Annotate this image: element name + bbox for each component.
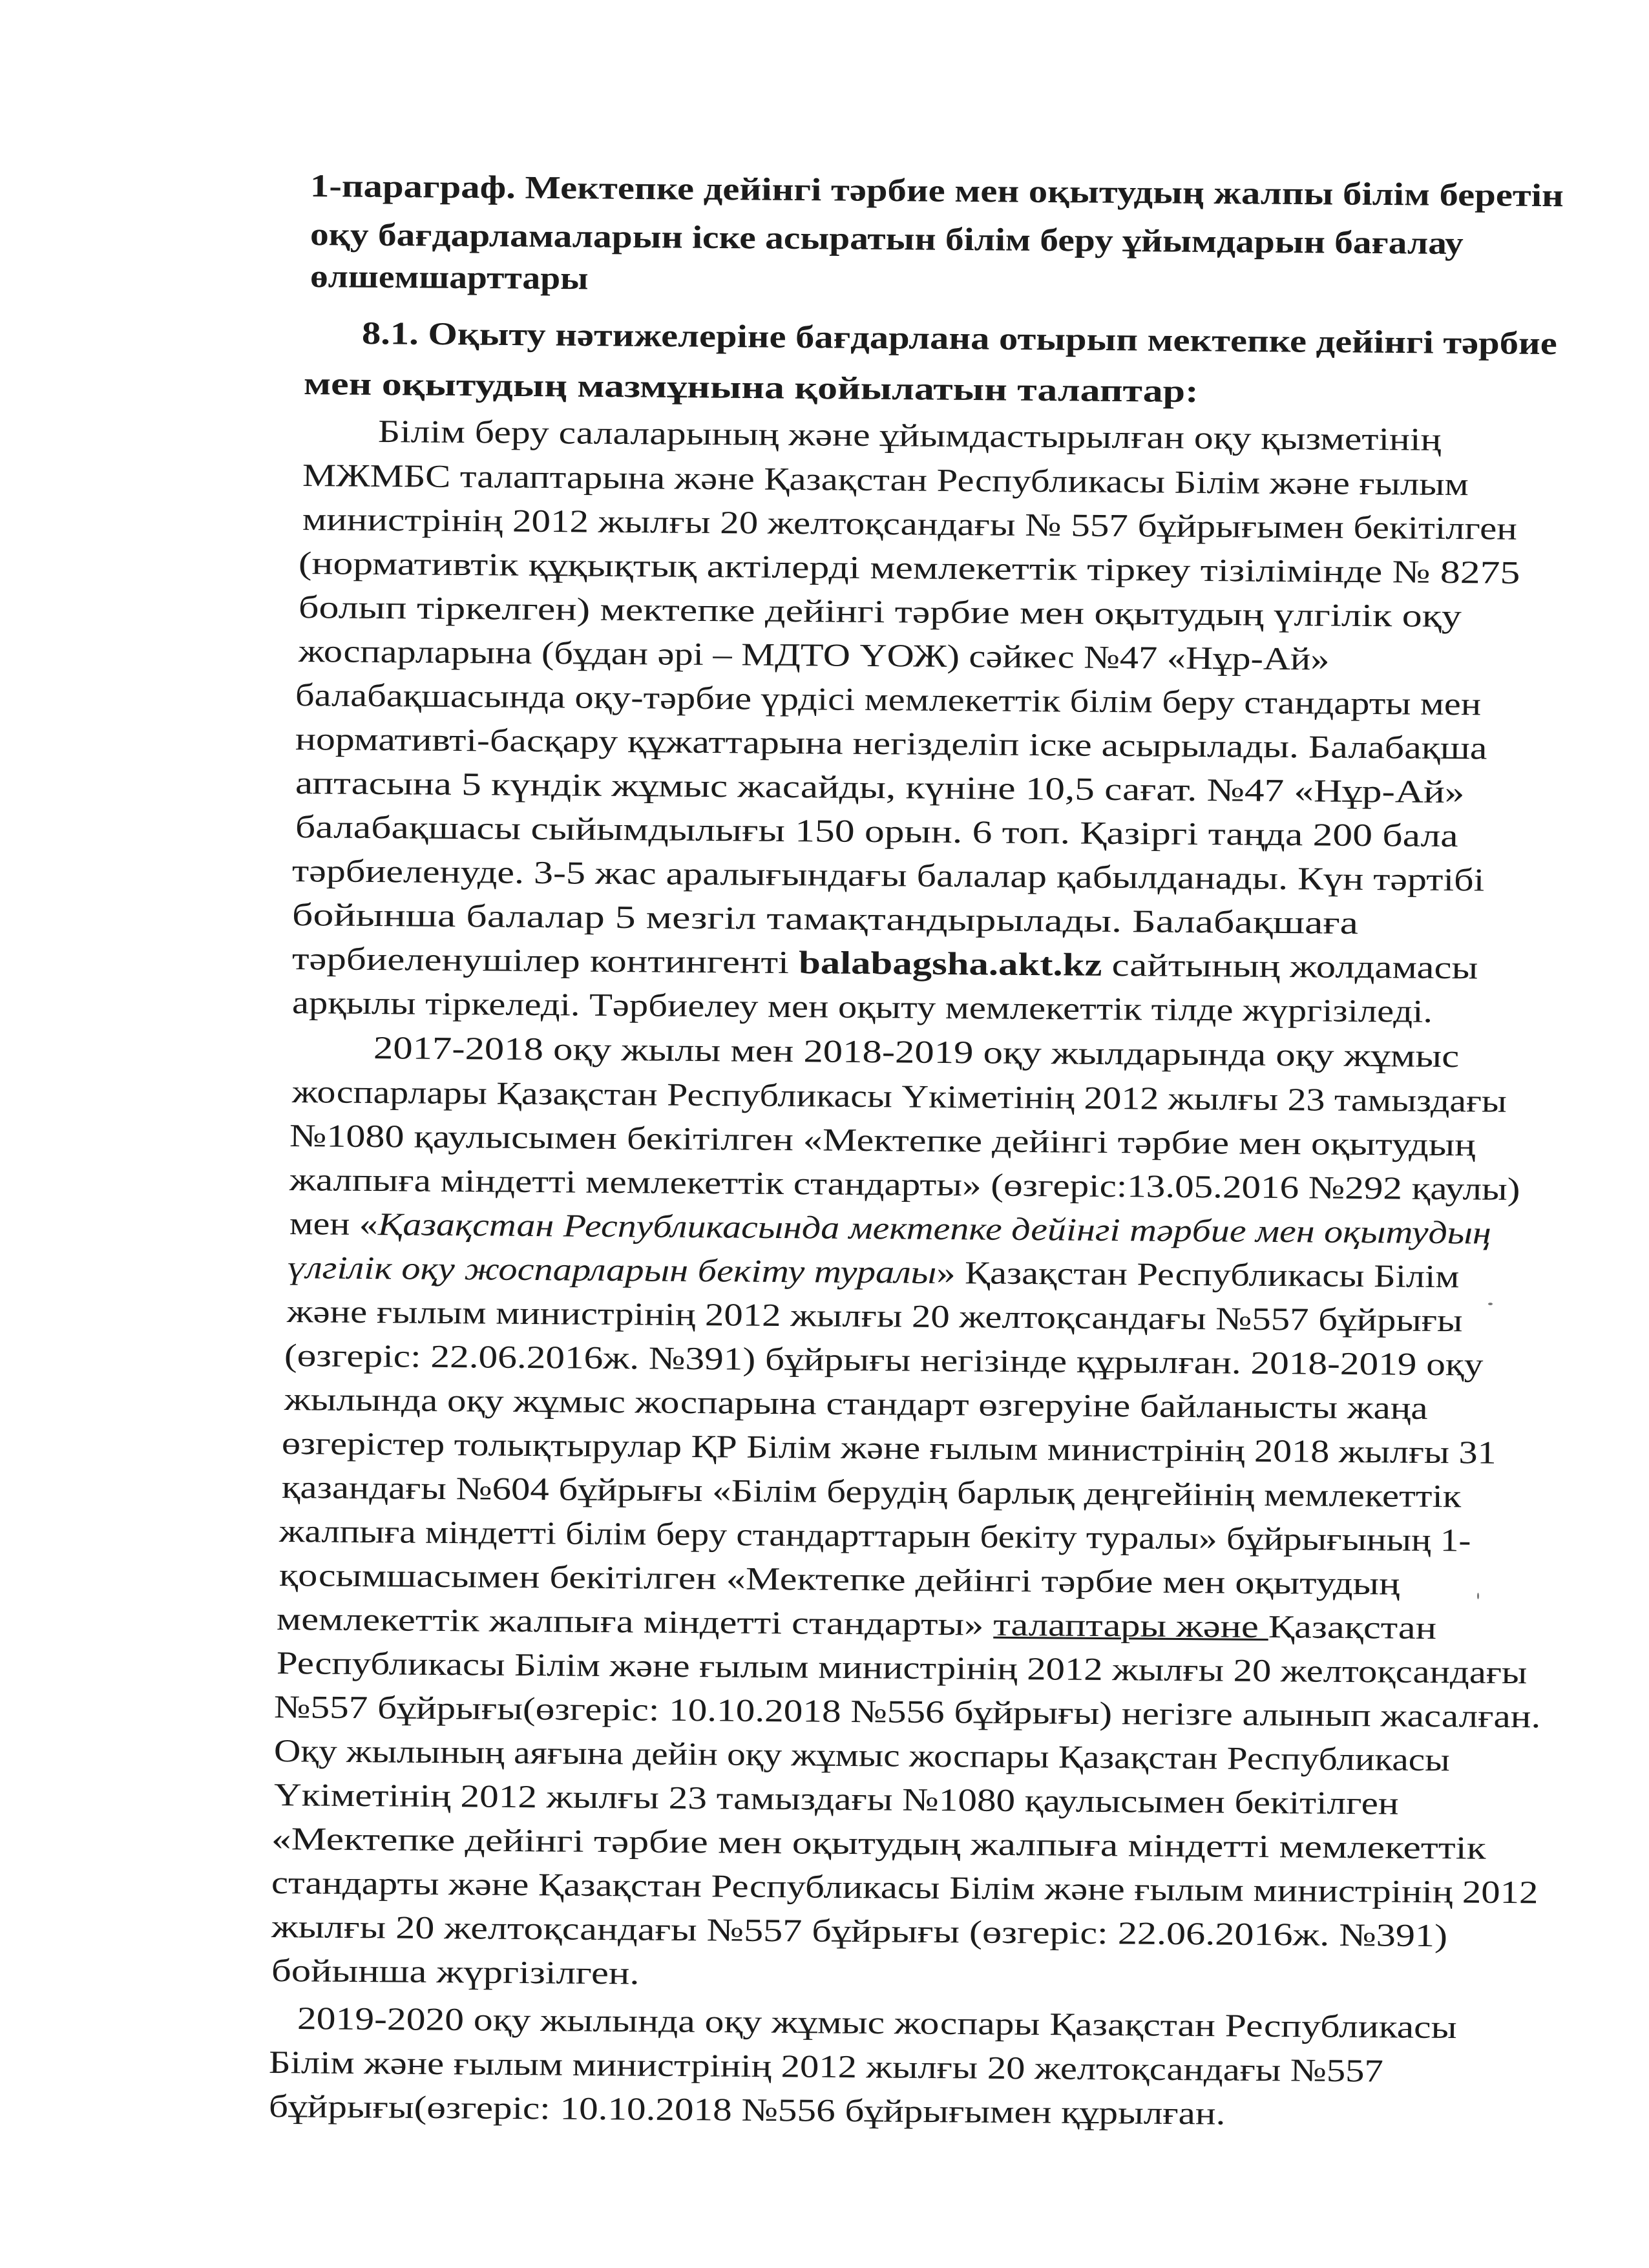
- body-text: Қазақстан: [1268, 1608, 1437, 1646]
- body-line: стандарты және Қазақстан Республикасы Білім және ғылым министрінің 2012: [271, 1864, 1539, 1911]
- body-line: өзгерістер толықтырулар ҚР Білім және ғылым министрінің 2018 жылғы 31: [281, 1425, 1497, 1471]
- body-line: қазандағы №604 бұйрығы «Білім берудің барлық деңгейінің мемлекеттік: [281, 1469, 1462, 1515]
- body-line: жылғы 20 желтоқсандағы №557 бұйрығы (өзгеріс: 22.06.2016ж. №391): [271, 1908, 1448, 1954]
- body-text: мен «: [289, 1205, 379, 1243]
- body-line: қосымшасымен бекітілген «Мектепке дейінгі тәрбие мен оқытудың: [278, 1557, 1400, 1602]
- body-line: [286, 1249, 1460, 1295]
- body-line: жылында оқу жұмыс жоспарына стандарт өзгеруіне байланысты жаңа: [284, 1381, 1428, 1426]
- underlined-text: талаптары және: [993, 1606, 1269, 1645]
- body-line: бойынша жүргізілген.: [271, 1952, 640, 1991]
- body-line: [289, 1207, 1491, 1249]
- paragraph-heading: өлшемшарттары: [310, 258, 589, 297]
- body-line: Оқу жылының аяғына дейін оқу жұмыс жоспары Қазақстан Республикасы: [273, 1732, 1450, 1778]
- body-text: тәрбиеленушілер контингенті: [291, 940, 799, 981]
- order-title-italic: Қазақстан Республикасында мектепке дейінгі тәрбие мен оқытудың: [377, 1206, 1492, 1251]
- body-line: жалпыға міндетті мемлекеттік стандарты» (өзгеріс:13.05.2016 №292 қаулы): [289, 1161, 1520, 1207]
- body-line: жоспарлары Қазақстан Республикасы Үкіметінің 2012 жылғы 23 тамыздағы: [291, 1073, 1507, 1119]
- body-line: министрінің 2012 жылғы 20 желтоқсандағы № 557 бұйрығымен бекітілген: [302, 501, 1518, 547]
- paragraph-heading: оқу бағдарламаларын іске асыратын білім беру ұйымдарын бағалау: [310, 216, 1464, 262]
- body-text: мемлекеттік жалпыға міндетті стандарты»: [276, 1601, 994, 1643]
- body-line: бұйрығы(өзгеріс: 10.10.2018 №556 бұйрығымен құрылған.: [268, 2088, 1226, 2132]
- body-line: Үкіметінің 2012 жылғы 23 тамыздағы №1080 қаулысымен бекітілген: [273, 1776, 1399, 1822]
- body-line: (өзгеріс: 22.06.2016ж. №391) бұйрығы негізінде құрылған. 2018-2019 оқу: [284, 1337, 1484, 1383]
- paragraph-heading: 1-параграф. Мектепке дейінгі тәрбие мен оқытудың жалпы білім беретін: [310, 167, 1564, 214]
- body-line: жоспарларына (бұдан әрі – МДТО ҮОЖ) сәйкес №47 «Нұр-Ай»: [298, 633, 1330, 677]
- body-line: №1080 қаулысымен бекітілген «Мектепке дейінгі тәрбие мен оқытудың: [289, 1117, 1476, 1163]
- body-line: бойынша балалар 5 мезгіл тамақтандырылады. Балабақшаға: [291, 896, 1359, 941]
- body-line: аптасына 5 күндік жұмыс жасайды, күніне 10,5 сағат. №47 «Нұр-Ай»: [295, 764, 1465, 810]
- body-text: сайтының жолдамасы: [1102, 946, 1478, 986]
- body-line: және ғылым министрінің 2012 жылғы 20 желтоқсандағы №557 бұйрығы: [286, 1293, 1463, 1339]
- body-line: нормативті-басқару құжаттарына негізделіп іске асырылады. Балабақша: [295, 720, 1487, 766]
- body-line: 2019-2020 оқу жылында оқу жұмыс жоспары Қазақстан Республикасы: [297, 2000, 1457, 2046]
- website-link-text: balabagsha.akt.kz: [798, 944, 1102, 983]
- body-line: (нормативтік құқықтық актілерді мемлекеттік тіркеу тізілімінде № 8275: [298, 545, 1520, 591]
- body-line: тәрбиеленуде. 3-5 жас аралығындағы балалар қабылданады. Күн тәртібі: [291, 852, 1485, 898]
- order-title-italic: үлгілік оқу жоспарларын бекіту туралы: [286, 1249, 937, 1290]
- body-line: МЖМБС талаптарына және Қазақстан Республикасы Білім және ғылым: [302, 457, 1469, 503]
- body-text: » Қазақстан Республикасы Білім: [936, 1254, 1460, 1295]
- body-line: Республикасы Білім және ғылым министрінің 2012 жылғы 20 желтоқсандағы: [276, 1644, 1528, 1691]
- body-line: болып тіркелген) мектепке дейінгі тәрбие мен оқытудың үлгілік оқу: [298, 589, 1462, 635]
- body-line: балабақшасында оқу-тәрбие үрдісі мемлекеттік білім беру стандарты мен: [295, 677, 1482, 722]
- body-line: 2017-2018 оқу жылы мен 2018-2019 оқу жылдарында оқу жұмыс: [373, 1029, 1460, 1075]
- body-line: балабақшасы сыйымдылығы 150 орын. 6 топ. Қазіргі таңда 200 бала: [295, 808, 1458, 854]
- body-line: [277, 1602, 1436, 1644]
- body-line: жалпыға міндетті білім беру стандарттарын бекіту туралы» бұйрығының 1-: [278, 1513, 1471, 1559]
- body-line: №557 бұйрығы(өзгеріс: 10.10.2018 №556 бұйрығы) негізге алынып жасалған.: [273, 1688, 1541, 1735]
- body-line: Білім және ғылым министрінің 2012 жылғы 20 желтоқсандағы №557: [268, 2044, 1384, 2089]
- body-line: «Мектепке дейінгі тәрбие мен оқытудың жалпыға міндетті мемлекеттік: [271, 1820, 1486, 1866]
- section-title: 8.1. Оқыту нәтижелеріне бағдарлана отырып мектепке дейінгі тәрбие: [361, 315, 1557, 362]
- body-line: Білім беру салаларының және ұйымдастырылған оқу қызметінің: [377, 413, 1442, 457]
- body-line: арқылы тіркеледі. Тәрбиелеу мен оқыту мемлекеттік тілде жүргізіледі.: [291, 984, 1433, 1029]
- body-line: [291, 940, 1478, 986]
- section-title: мен оқытудың мазмұнына қойылатын талаптар:: [303, 365, 1199, 410]
